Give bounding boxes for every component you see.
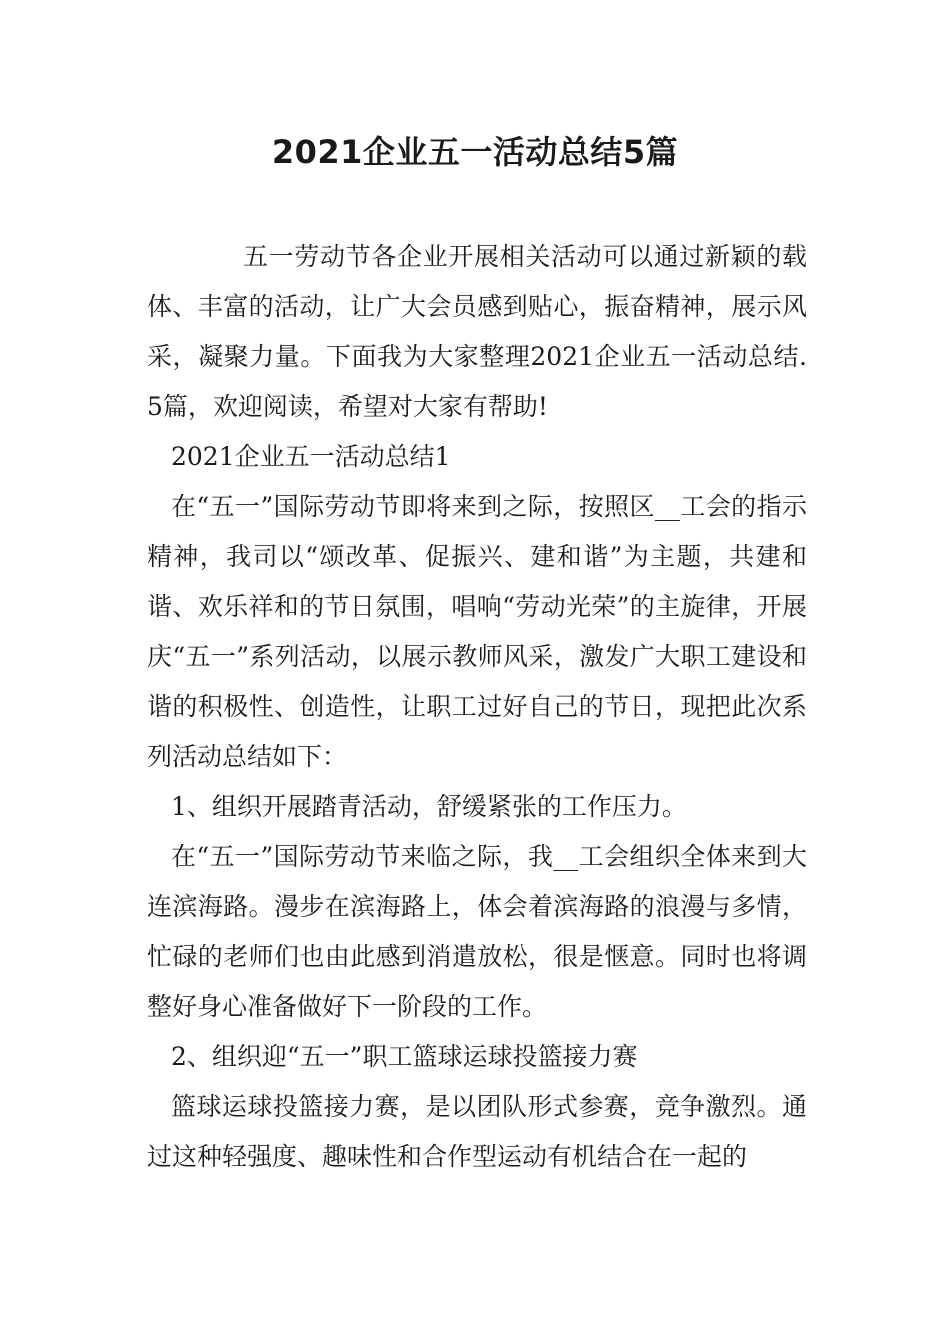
body-paragraph-2: 在“五一”国际劳动节来临之际，我__工会组织全体来到大连滨海路。漫步在滨海路上，体会着滨海路的浪漫与多情，忙碌的老师们也由此感到消遣放松，很是惬意。同时也将调整好身心准备做好下一阶段的工作。	[147, 842, 807, 1021]
subsection-heading-1: 1、组织开展踏青活动，舒缓紧张的工作压力。	[171, 792, 687, 821]
body-paragraph-1: 在“五一”国际劳动节即将来到之际，按照区__工会的指示精神，我司以“颂改革、促振兴、建和谐”为主题，共建和谐、欢乐祥和的节日氛围，唱响“劳动光荣”的主旋律，开展庆“五一”系列活动，以展示教师风采，激发广大职工建设和谐的积极性、创造性，让职工过好自己的节日，现把此次系列活动总结如下：	[147, 492, 807, 771]
document-title: 2021企业五一活动总结5篇	[271, 133, 679, 171]
intro-paragraph: 五一劳动节各企业开展相关活动可以通过新颖的载体、丰富的活动，让广大会员感到贴心，振奋精神，展示风采，凝聚力量。下面我为大家整理2021企业五一活动总结.5篇，欢迎阅读，希望对大家有帮助!	[147, 242, 807, 421]
document-body	[147, 232, 807, 1182]
subsection-heading-2: 2、组织迎“五一”职工篮球运球投篮接力赛	[171, 1042, 638, 1071]
body-paragraph-3: 篮球运球投篮接力赛，是以团队形式参赛，竞争激烈。通过这种轻强度、趣味性和合作型运动有机结合在一起的	[147, 1092, 807, 1171]
section-heading-1: 2021企业五一活动总结1	[171, 442, 451, 471]
